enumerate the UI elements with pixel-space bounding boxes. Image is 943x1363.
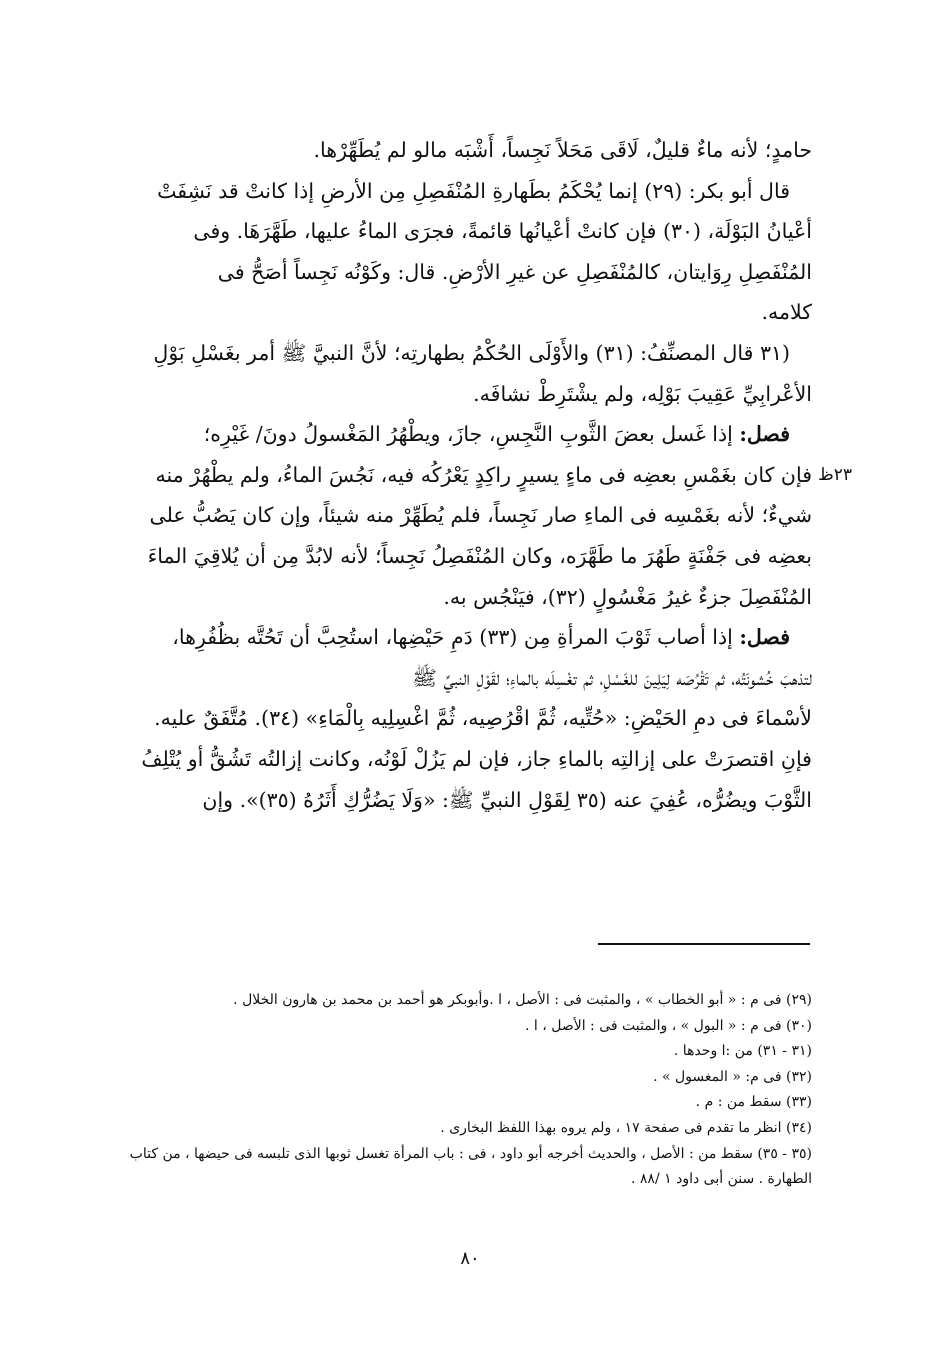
footnote-separator — [598, 943, 810, 945]
footnotes — [112, 988, 812, 1193]
manuscript-folio-mark: ٢٣ظ — [818, 465, 852, 485]
text-line: حامدٍ؛ لأنه ماءٌ قليلٌ، لَاقَى مَحَلاً نَجِساً، أَشْبَه مالو لم يُطَهِّرْها. — [313, 138, 812, 162]
footnote-31: (٣١ - ٣١) من :ا وحدها . — [673, 1043, 812, 1060]
text-line: المُنْفَصِلِ رِوَايتان، كالمُنْفَصِلِ عن غيرِ الأرْضِ. قال: وكَوْنُه نَجِساً أصَحُّ فى — [217, 259, 812, 284]
section-heading: فصل: — [739, 422, 790, 447]
text-line: الثَّوْبَ ويضُرُّه، عُفِيَ عنه (٣٥ لِقَوْلِ النبيِّ ﷺ: «وَلَا يَضُرُّكِ أَثَرُهُ (٣٥)». وإن — [202, 787, 812, 812]
text-line: بعضِه فى جَفْنَةٍ طَهُرَ ما طَهَّرَه، وكان المُنْفَصِلُ نَجِساً؛ لأنه لابُدَّ مِن أن يُلاقِيَ الماءَ — [147, 543, 812, 568]
text-span: إذا أصاب ثَوْبَ المرأةِ مِن (٣٣) دَمِ حَيْضِها، استُحِبَّ أن تَحُتَّه بظُفُرِها، — [172, 625, 740, 650]
footnote-32: (٣٢) فى م: « المغسول » . — [653, 1068, 812, 1085]
text-line: الأعْرابِيِّ عَقِيبَ بَوْلِه، ولم يشْتَرِطْ نشافَه. — [473, 381, 812, 406]
main-text — [112, 130, 812, 820]
footnote-34: (٣٤) انظر ما تقدم فى صفحة ١٧ ، ولم يروه بهذا اللفظ البخارى . — [440, 1119, 812, 1136]
text-line: لأسْماءَ فى دمِ الحَيْضِ: «حُتِّيه، ثُمَّ اقْرُصِيه، ثُمَّ اغْسِلِيه بِالْمَاءِ» (٣٤). مُتَّفَقٌ عليه. — [154, 706, 812, 731]
page-number: ٨٠ — [460, 1248, 480, 1269]
text-line: فإنِ اقتصرَتْ على إزالتِه بالماءِ جاز، فإن لم يَزُلْ لَوْنُه، وكانت إزالتُه تَشُقُّ أو يُتْلِفُ — [141, 746, 812, 771]
text-span: إذا غَسل بعضَ الثَّوبِ النَّجِسِ، جازَ، ويطْهُرُ المَغْسولُ دونَ/ غَيْرِه؛ — [203, 422, 740, 447]
text-line: شيءٌ؛ لأنه بغَمْسِه فى الماءِ صار نَجِساً، فلم يُطَهِّرْ منه شيئاً، وإن كان يَصُبُّ على — [149, 503, 812, 528]
footnote-30: (٣٠) فى م : « البول » ، والمثبت فى : الأصل ، ا . — [525, 1017, 812, 1034]
text-line: أعْيانُ البَوْلَة، (٣٠) فإن كانتْ أعْيانُها قائمةً، فجرَى الماءُ عليها، طَهَّرَهَا. وفى — [193, 219, 812, 244]
text-line: فإن كان بغَمْسِ بعضِه فى ماءٍ يسيرٍ راكِدٍ يَعْرُكُه فيه، نَجُسَ الماءُ، ولم يطْهُرْ منه — [155, 462, 812, 487]
section-line — [112, 414, 812, 455]
text-line: المُنْفَصِلَ جزءٌ غيرُ مَغْسُولٍ (٣٢)، فيَنْجُس به. — [443, 584, 812, 609]
footnote-33: (٣٣) سقط من : م . — [695, 1094, 812, 1111]
section-line — [112, 617, 812, 658]
text-line: قال أبو بكر: (٢٩) إنما يُحْكَمُ بطَهارةِ المُنْفَصِلِ مِن الأرضِ إذا كانتْ قد نَشِفَتْ — [157, 178, 790, 203]
text-line: (٣١ قال المصنِّفُ: (٣١) والأَوْلَى الحُكْمُ بطهارتِه؛ لأنَّ النبيَّ ﷺ أمر بغَسْلِ بَوْلِ — [153, 340, 790, 365]
text-line: كلامه. — [761, 300, 812, 325]
footnote-35: (٣٥ - ٣٥) سقط من : الأصل ، والحديث أخرجه أبو داود ، فى : باب المرأة تغسل ثوبها الذى تلبسه فى حيضها ، من كتاب الطهارة . سنن أبى داود ١ /٨٨ . — [129, 1145, 812, 1188]
footnote-29: (٢٩) فى م : « أبو الخطاب » ، والمثبت فى : الأصل ، ا .وأبوبكر هو أحمد بن محمد بن هارون الخلال . — [233, 992, 812, 1008]
section-heading: فصل: — [739, 625, 790, 650]
text-line: لتذهبَ خُشونَتُه، ثم تَقْرُصَه لِيَلِينَ للغَسْلِ، ثم تغْسِلَه بالماءِ؛ لقَوْلِ النبيِّ ﷺ — [412, 665, 812, 690]
